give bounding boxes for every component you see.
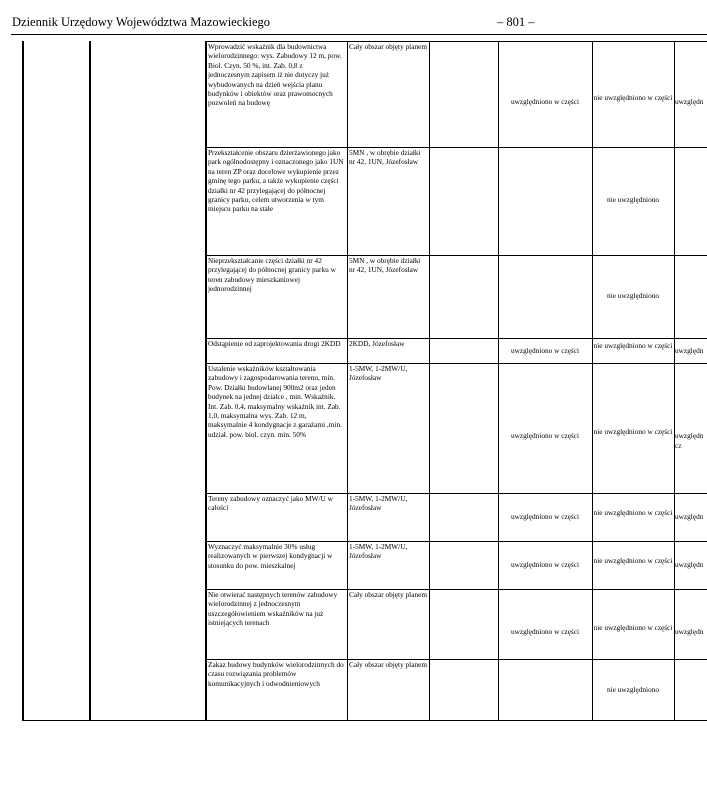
page-number: – 801 – (497, 15, 535, 29)
row-resolution-d: uwzględn cz (675, 431, 704, 450)
page-header (0, 0, 707, 40)
row-resolution-d: uwzględn (675, 512, 704, 522)
row-description: Zakaz budowy budynków wielorodzinnych do czasu rozwiązania problemów komunikacyjnych i odwodnieniowych (208, 660, 344, 688)
row-description: Wyznaczyć maksymalnie 30% usług realizowanych w pierwszej kondygnacji w stosunku do pow. mieszkalnej (208, 542, 333, 570)
row-description: Wprowadzić wskaźnik dla budownictwa wielorodzinnego: wys. Zabudowy 12 m, pow. Biol. Czyn. 50 %, int. Zab. 0,8 z jednoczesnym zapisem iż nie dotyczy już wybudowanych na dzień wejścia planu budynków i obiektów oraz prawomocnych pozwoleń na budowę (208, 42, 342, 108)
column-c-border-line (592, 41, 593, 720)
row-resolution-c: nie uwzględniono w części (593, 507, 673, 517)
margin-column-line (89, 41, 91, 720)
row-resolution-d: uwzględn (675, 560, 704, 570)
row-area: 1-5MW, 1-2MW/U, Józefosław (349, 364, 408, 383)
row-area: 1-5MW, 1-2MW/U, Józefosław (349, 542, 408, 561)
column-d-border-line (674, 41, 675, 720)
row-resolution-c: nie uwzględniono w części (593, 426, 673, 436)
left-border-line (22, 41, 24, 720)
row-area: 1-5MW, 1-2MW/U, Józefosław (349, 494, 408, 513)
row-resolution-d: uwzględn (675, 627, 704, 637)
row-resolution-c: nie uwzględniono (606, 291, 660, 300)
row-resolution-d: uwzględn (675, 97, 704, 107)
row-area: 5MN , w obrębie działki nr 42, 1UN, Józefosław (349, 148, 421, 167)
journal-title: Dziennik Urzędowy Województwa Mazowieckiego (12, 15, 271, 29)
table-bottom-line (22, 720, 707, 721)
description-border-line (205, 41, 207, 720)
row-resolution-b: uwzględniono w części (510, 431, 580, 441)
row-area: 5MN , w obrębie działki nr 42, 1UN, Józefosław (349, 256, 421, 275)
row-resolution-c: nie uwzględniono w części (593, 92, 673, 102)
row-area: Cały obszar objęty planem (349, 660, 427, 669)
row-resolution-d: uwzględn (675, 345, 704, 355)
row-description: Nie otwierać następnych terenów zabudowy wielorodzinnej z jednoczesnym uszczegółowieniem wskaźników na już istniejących terenach (208, 590, 338, 628)
area-border-line (347, 41, 348, 720)
row-area: Cały obszar objęty planem (349, 42, 427, 51)
row-resolution-b: uwzględniono w części (510, 512, 580, 522)
row-area: Cały obszar objęty planem (349, 590, 427, 599)
row-description: Tereny zabudowy oznaczyć jako MW/U w całości (208, 494, 333, 513)
row-description: Odstąpienie od zaprojektowania drogi 2KDD (208, 339, 341, 348)
row-resolution-b: uwzględniono w części (510, 97, 580, 107)
row-description: Przekształcenie obszaru dzierżawionego jako park ogólnodostępny i oznaczonego jako 1UN na teren ZP oraz docelowe wykupienie przez gminę tego parku, a także wykupienie części działki nr 42 przylegającej do północnej granicy parku, celem utworzenia w tym miejscu parku na stałe (208, 148, 344, 214)
header-rule (11, 34, 707, 35)
column-a-border-line (429, 41, 430, 720)
row-area: 2KDD, Józefosław (349, 339, 405, 348)
row-resolution-b: uwzględniono w części (510, 560, 580, 570)
row-resolution-b: uwzględniono w części (510, 345, 580, 355)
row-resolution-c: nie uwzględniono w części (593, 622, 673, 632)
row-resolution-c: nie uwzględniono w części (593, 341, 673, 351)
row-resolution-c: nie uwzględniono w części (593, 555, 673, 565)
row-description: Ustalenie wskaźników kształtowania zabudowy i zagospodarowania terenu, min. Pow. Działki budowlanej 900m2 oraz jeden budynek na jednej działce , min. Wskaźnik. Int. Zab. 0,4, maksymalny wskaźnik int. Zab. 1,0, maksymalna wys. Zab. 12 m, maksymalnie 4 kondygnacje z garażami ,min. udział. pow. biol. czyn. min. 50% (208, 364, 342, 439)
column-b-border-line (498, 41, 499, 720)
row-description: Nieprzekształcanie części działki nr 42 przylegającej do północnej granicy parku w teren zabudowy mieszkaniowej jednorodzinnej (208, 256, 336, 294)
row-resolution-c: nie uwzględniono (606, 685, 660, 694)
row-resolution-c: nie uwzględniono (606, 195, 660, 204)
row-resolution-b: uwzględniono w części (510, 627, 580, 637)
